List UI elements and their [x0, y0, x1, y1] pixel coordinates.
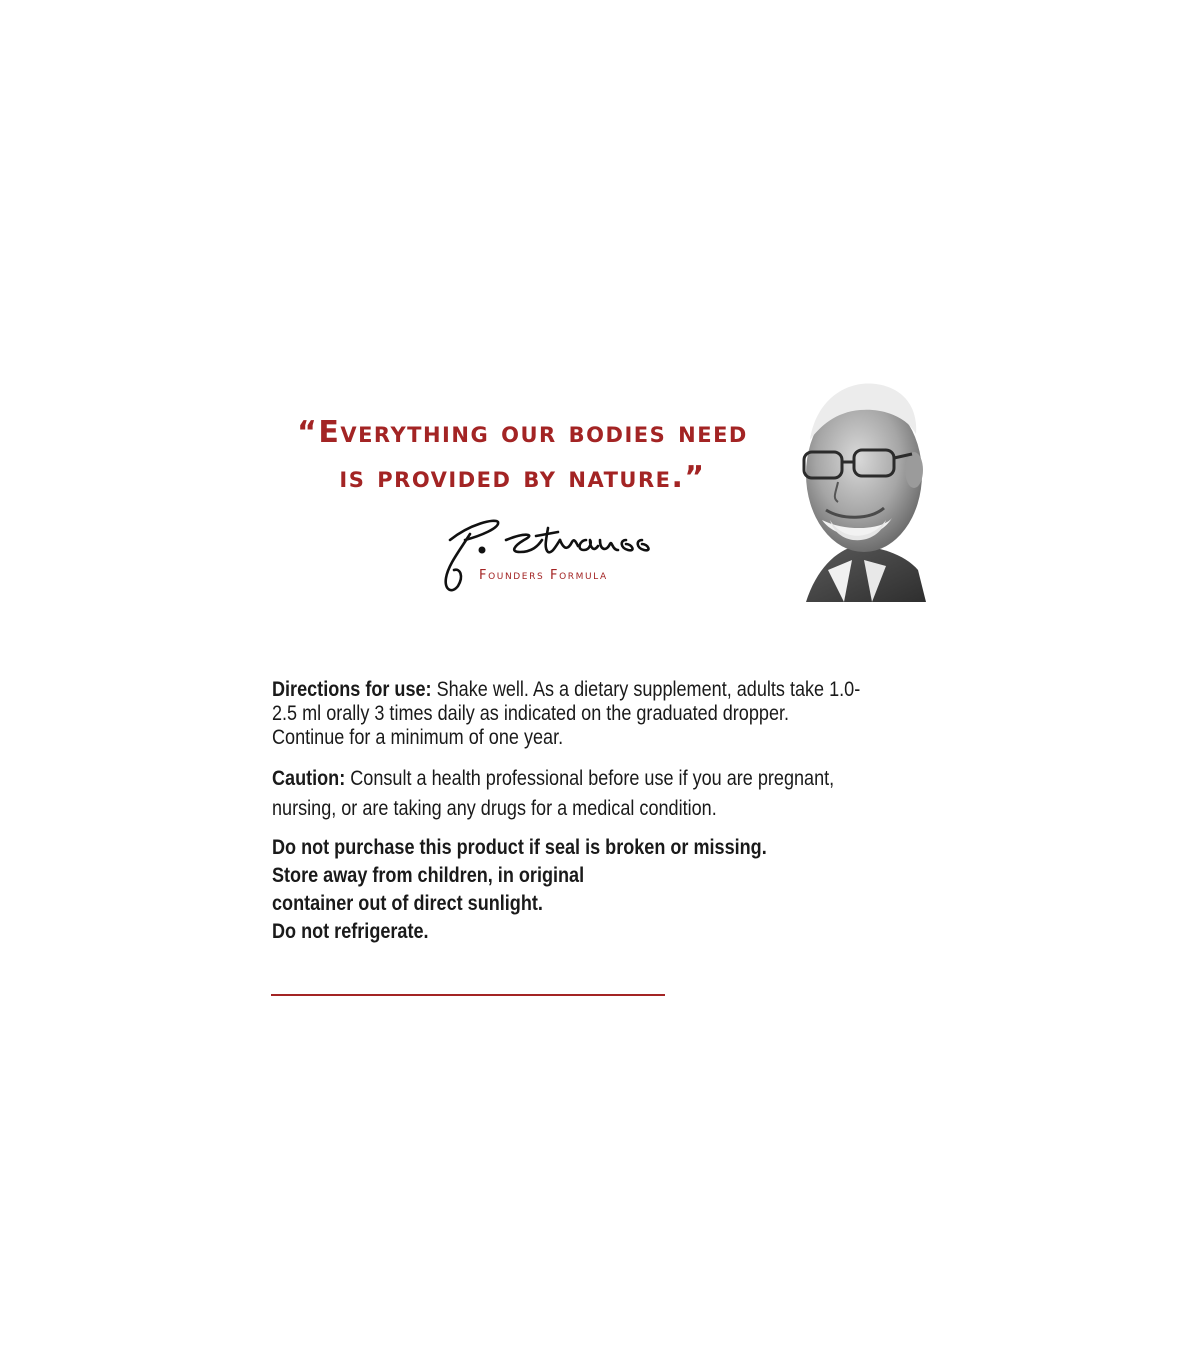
caution-label: Caution:: [272, 767, 346, 790]
warning-line-2: Store away from children, in original: [272, 864, 585, 887]
warning-line-4: Do not refrigerate.: [272, 920, 429, 943]
product-instructions: [272, 678, 892, 946]
caution-paragraph: [272, 764, 865, 824]
directions-paragraph: [272, 678, 865, 750]
founder-portrait-icon: [786, 370, 926, 602]
directions-text: Shake well. As a dietary supplement, adults take 1.0-2.5 ml orally 3 times daily as indicated on the graduated dropper. Continue for a minimum of one year.: [272, 678, 861, 749]
founder-quote: [250, 410, 795, 500]
divider-rule: [271, 994, 665, 996]
founders-formula-label: Founders Formula: [479, 568, 608, 583]
warning-line-1: Do not purchase this product if seal is broken or missing.: [272, 836, 767, 859]
quote-line-2: is provided by nature.”: [339, 460, 706, 495]
warning-line-3: container out of direct sunlight.: [272, 892, 543, 915]
founder-signature: [440, 510, 670, 600]
directions-label: Directions for use:: [272, 678, 432, 701]
storage-warnings: [272, 834, 865, 946]
quote-line-1: “Everything our bodies need: [297, 415, 748, 450]
caution-text: Consult a health professional before use if you are pregnant, nursing, or are taking any drugs for a medical condition.: [272, 767, 835, 820]
